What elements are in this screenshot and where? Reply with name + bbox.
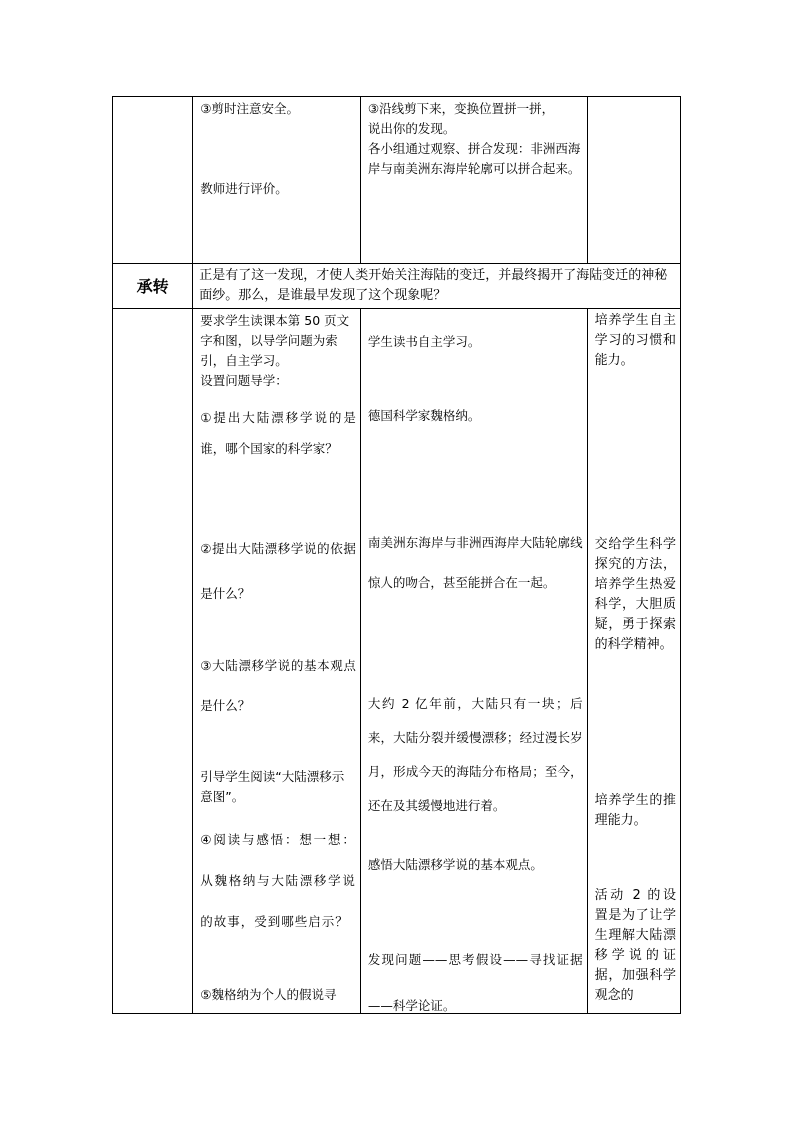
transition-text-cell (193, 264, 681, 309)
student-activity-cell (360, 97, 587, 264)
purpose-scientific-method: 交给学生科学探究的方法，培养学生热爱科学，大胆质疑，勇于探索的科学精神。 (594, 537, 676, 652)
stage-cell-empty (113, 309, 193, 1014)
teacher-guide-intro: 设置问题导学： (200, 373, 288, 388)
purpose-cell (587, 309, 680, 1014)
purpose-cell-empty (587, 97, 680, 264)
transition-row (113, 264, 681, 309)
student-step-share: 说出你的发现。 (367, 121, 456, 136)
answer-question-1: 德国科学家魏格纳。 (367, 408, 481, 423)
transition-stage-cell (113, 264, 193, 309)
teacher-activity-cell (193, 309, 361, 1014)
purpose-self-study: 培养学生自主学习的习惯和能力。 (594, 313, 676, 368)
guide-question-5: ⑤魏格纳为个人的假说寻 (200, 987, 337, 1002)
guide-question-4: ④阅读与感悟：想一想：从魏格纳与大陆漂移学说的故事，受到哪些启示？ (200, 832, 356, 929)
teacher-map-reading: 引导学生阅读“大陆漂移示意图”。 (200, 769, 345, 804)
student-discovery: 各小组通过观察、拼合发现：非洲西海岸与南美洲东海岸轮廓可以拼合起来。 (367, 141, 581, 176)
student-self-study: 学生读书自主学习。 (367, 334, 481, 349)
guide-question-1: ①提出大陆漂移学说的是谁，哪个国家的科学家？ (200, 410, 356, 456)
answer-question-2: 南美洲东海岸与非洲西海岸大陆轮廓线惊人的吻合，甚至能拼合在一起。 (367, 535, 583, 590)
stage-label: 承转 (136, 277, 169, 296)
student-reflection: 感悟大陆漂移学说的基本观点。 (367, 857, 543, 872)
purpose-reasoning: 培养学生的推理能力。 (594, 793, 676, 828)
answer-question-3: 大约 2 亿年前，大陆只有一块；后来，大陆分裂并缓慢漂移；经过漫长岁月，形成今天的海陆分布格局；至今，还在及其缓慢地进行着。 (367, 696, 583, 813)
guide-question-3: ③大陆漂移学说的基本观点是什么？ (200, 658, 356, 713)
self-study-row (113, 309, 681, 1014)
student-activity-cell (360, 309, 587, 1014)
transition-text: 正是有了这一发现，才使人类开始关注海陆的变迁，并最终揭开了海陆变迁的神秘面纱。那么，是谁最早发现了这个现象呢？ (199, 268, 668, 303)
teacher-evaluation: 教师进行评价。 (200, 181, 288, 196)
teacher-reading-task: 要求学生读课本第 50 页文字和图，以导学问题为索引，自主学习。 (200, 313, 350, 368)
teacher-step-safety: ③剪时注意安全。 (200, 101, 299, 116)
activity-row-continued (113, 97, 681, 264)
purpose-activity-2: 活动 2 的设置是为了让学生理解大陆漂移学说的证据，加强科学观念的 (594, 888, 676, 1003)
inquiry-method: 发现问题——思考假设——寻找证据——科学论证。 (367, 952, 583, 1013)
teacher-activity-cell (193, 97, 361, 264)
guide-question-2: ②提出大陆漂移学说的依据是什么？ (200, 541, 356, 601)
lesson-plan-table (112, 96, 681, 1014)
student-step-cut: ③沿线剪下来，变换位置拼一拼， (367, 101, 555, 116)
stage-cell-empty (113, 97, 193, 264)
